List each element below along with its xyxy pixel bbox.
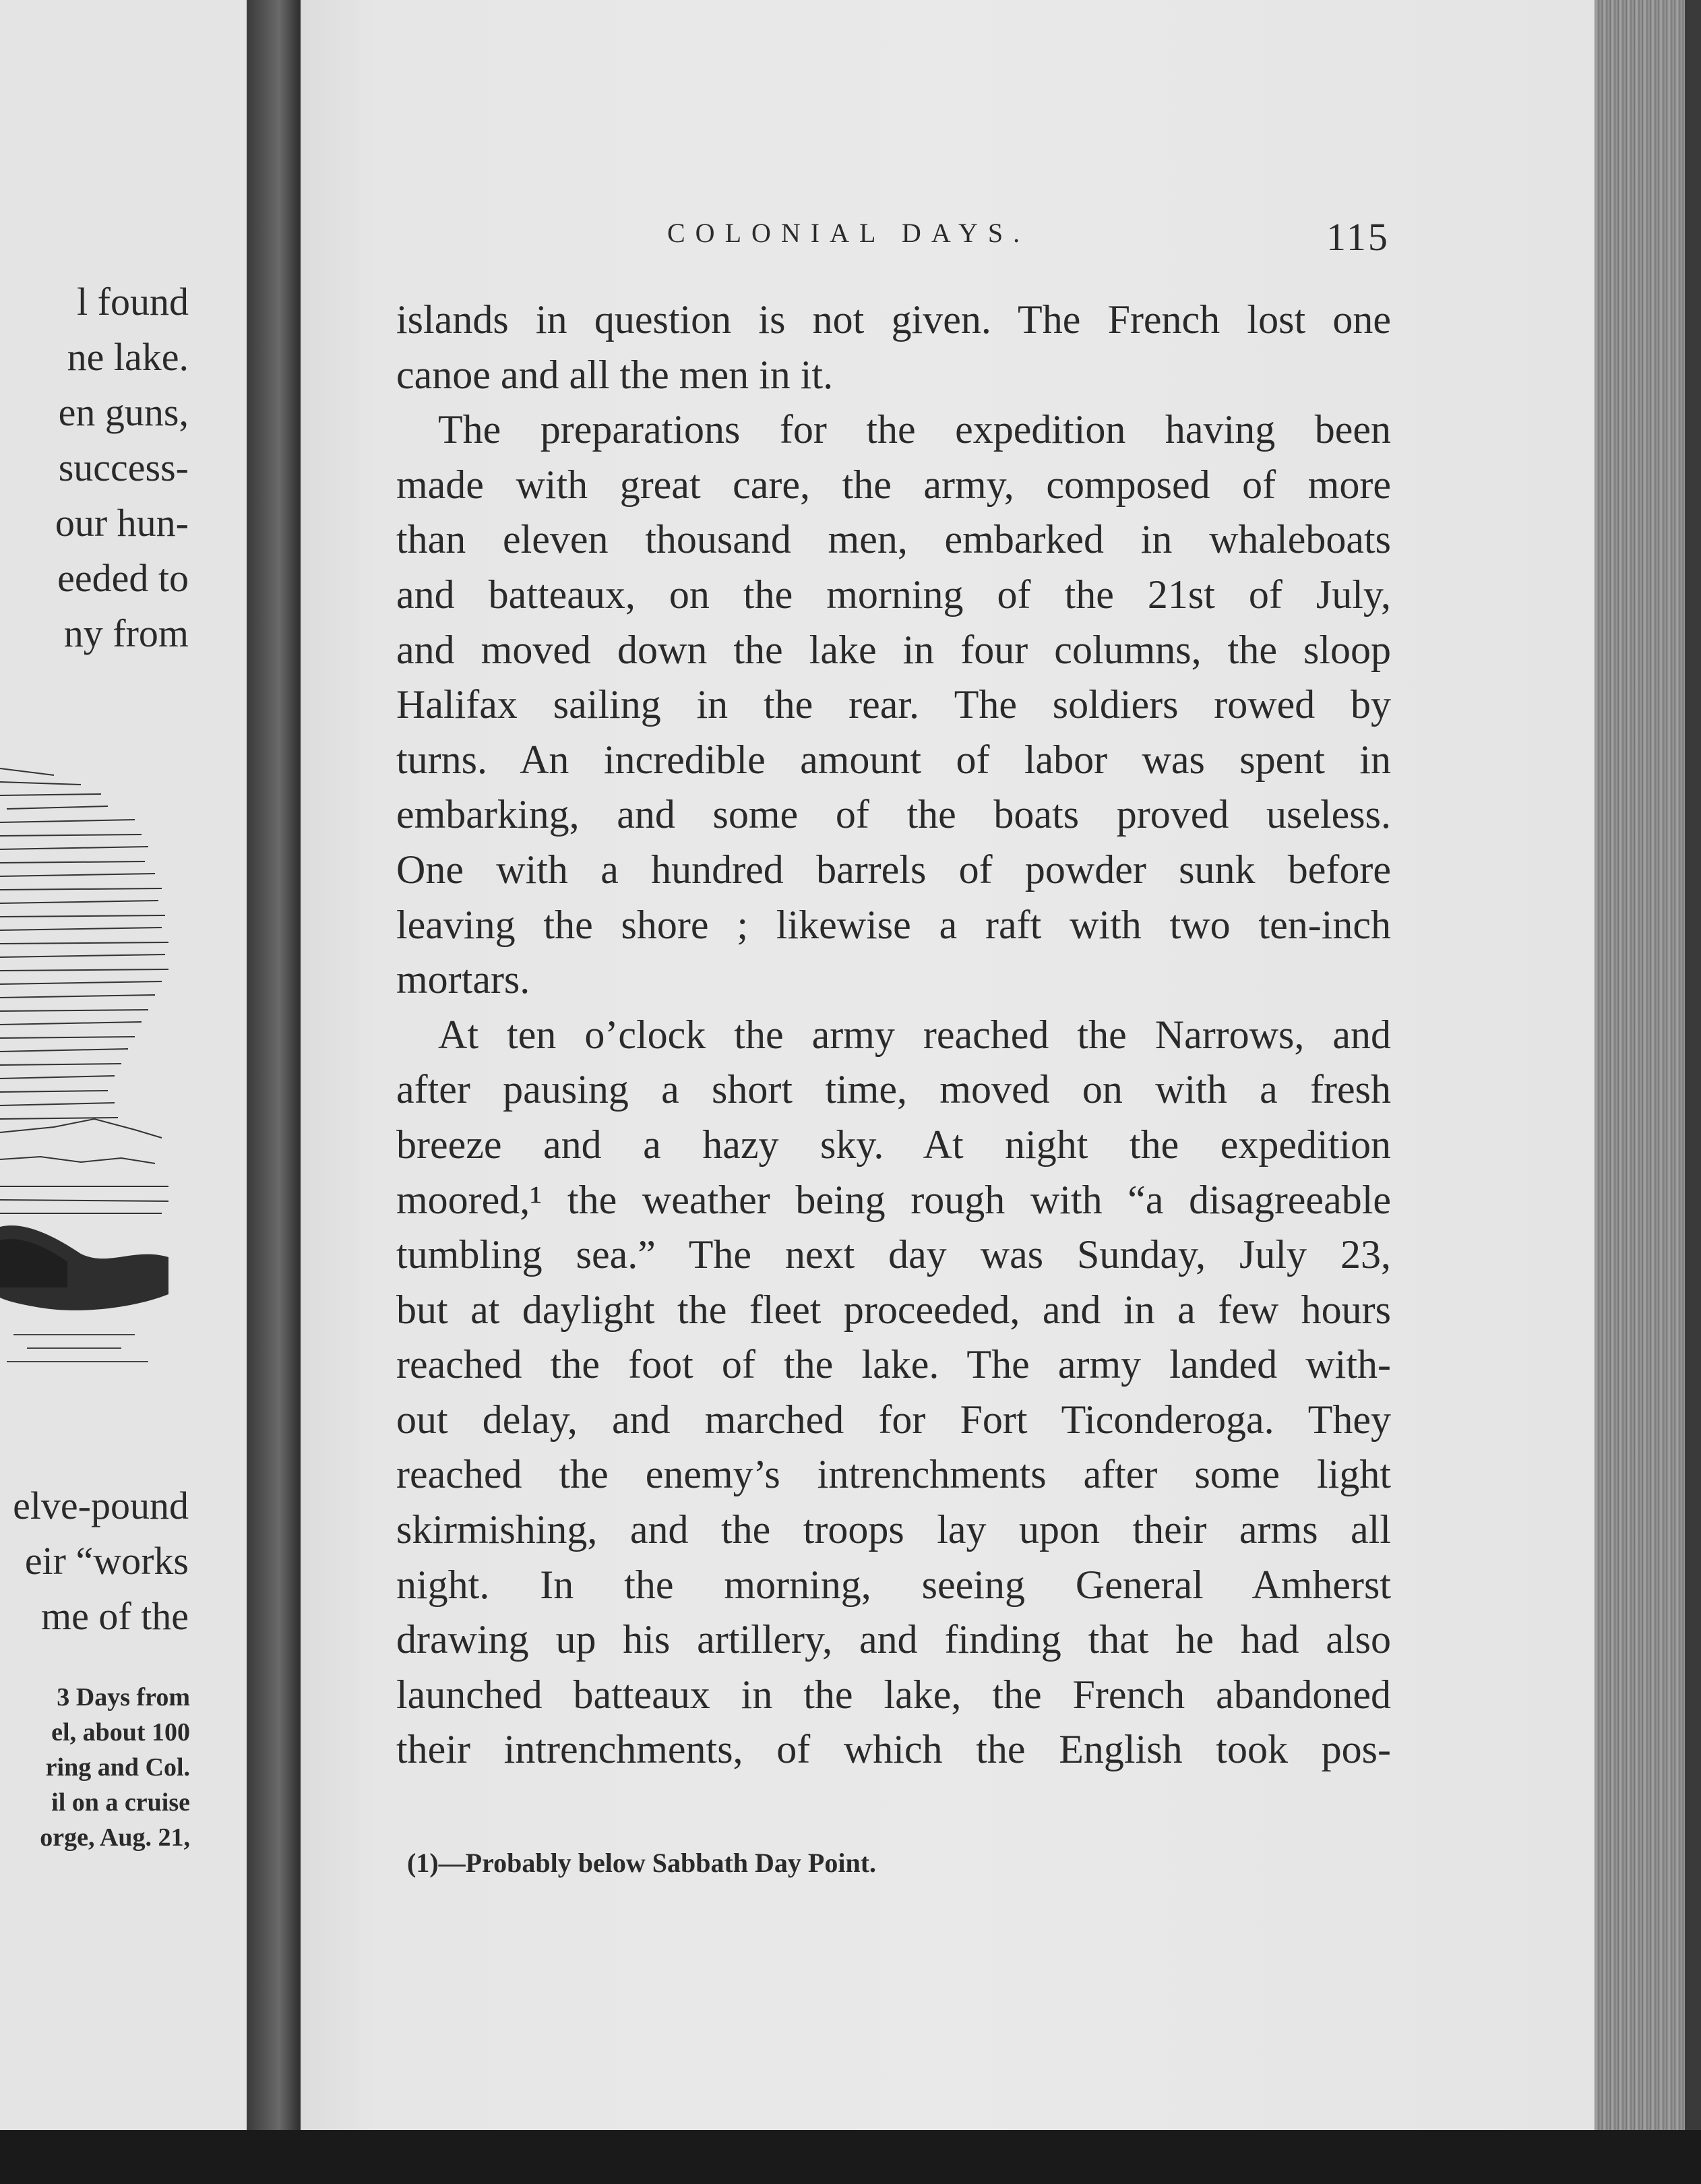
text-line: but at daylight the fleet proceeded, and in a few hours <box>396 1287 1391 1332</box>
text-line: Halifax sailing in the rear. The soldiers rowed by <box>396 682 1391 727</box>
text-line: reached the enemy’s intrenchments after some light <box>396 1452 1391 1497</box>
text-line: The preparations for the expedition having been <box>438 407 1391 452</box>
left-text-fragment: eir “works <box>24 1539 189 1583</box>
text-line: and batteaux, on the morning of the 21st of July, <box>396 572 1391 617</box>
left-text-fragment: success- <box>58 446 189 489</box>
text-line: turns. An incredible amount of labor was spent in <box>396 737 1391 782</box>
left-note-fragment: 3 Days from <box>57 1683 190 1711</box>
left-note-fragment: il on a cruise <box>51 1788 190 1817</box>
left-text-fragment: ny from <box>63 611 189 655</box>
text-line: canoe and all the men in it. <box>396 352 834 397</box>
text-line: out delay, and marched for Fort Ticonderoga. They <box>396 1397 1391 1442</box>
left-text-fragment: elve-pound <box>13 1484 189 1527</box>
left-note-fragment: orge, Aug. 21, <box>40 1823 190 1852</box>
left-text-fragment: l found <box>77 280 189 324</box>
text-line: night. In the morning, seeing General Amherst <box>396 1562 1391 1607</box>
footnote: (1)—Probably below Sabbath Day Point. <box>407 1848 877 1878</box>
left-text-fragment: our hun- <box>55 501 189 545</box>
body-text <box>396 293 1391 1778</box>
text-line: reached the foot of the lake. The army landed with- <box>396 1342 1391 1387</box>
left-text-fragment: ne lake. <box>67 335 189 379</box>
text-line: islands in question is not given. The French lost one <box>396 297 1391 342</box>
text-line: their intrenchments, of which the English took pos- <box>396 1727 1391 1772</box>
left-text-fragment: eeded to <box>57 556 189 600</box>
left-note-fragment: el, about 100 <box>51 1718 190 1747</box>
running-head-title: COLONIAL DAYS. <box>667 218 1030 248</box>
left-page <box>0 0 247 2130</box>
text-line: than eleven thousand men, embarked in whaleboats <box>396 517 1391 562</box>
text-line: after pausing a short time, moved on with a fresh <box>396 1067 1391 1112</box>
text-line: drawing up his artillery, and finding that he had also <box>396 1617 1391 1662</box>
text-line: tumbling sea.” The next day was Sunday, July 23, <box>396 1232 1391 1277</box>
text-line: One with a hundred barrels of powder sunk before <box>396 847 1391 892</box>
left-text-fragment: me of the <box>40 1594 189 1638</box>
engraving-illustration <box>0 755 175 1402</box>
text-line: leaving the shore ; likewise a raft with two ten-inch <box>396 902 1391 947</box>
left-text-fragment: en guns, <box>58 390 189 434</box>
text-line: breeze and a hazy sky. At night the expedition <box>396 1122 1391 1167</box>
left-note-fragment: ring and Col. <box>45 1753 190 1782</box>
text-line: embarking, and some of the boats proved useless. <box>396 792 1391 837</box>
book-gutter <box>247 0 301 2184</box>
page-number: 115 <box>1326 215 1390 259</box>
text-line: launched batteaux in the lake, the French abandoned <box>396 1672 1391 1717</box>
text-line: skirmishing, and the troops lay upon their arms all <box>396 1507 1391 1552</box>
text-line: moored,¹ the weather being rough with “a disagreeable <box>396 1177 1391 1222</box>
text-line: and moved down the lake in four columns, the sloop <box>396 627 1391 672</box>
page-edges <box>1595 0 1701 2157</box>
text-line: At ten o’clock the army reached the Narrows, and <box>438 1012 1391 1057</box>
scan-border <box>0 2130 1701 2184</box>
text-line: made with great care, the army, composed of more <box>396 462 1391 507</box>
text-line: mortars. <box>396 957 530 1002</box>
